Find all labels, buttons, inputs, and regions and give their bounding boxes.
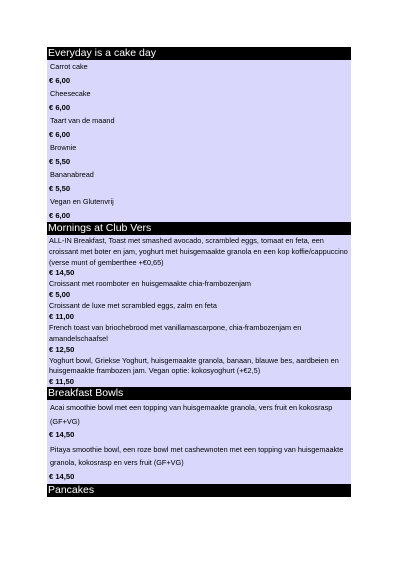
item-name: French toast van briochebrood met vanillamascarpone, chia-frambozenjam en amandelschaafsel — [49, 322, 302, 343]
item-name: Croissant de luxe met scrambled eggs, zalm en feta — [49, 301, 217, 311]
section-body — [47, 60, 351, 222]
section-title: Mornings at Club Vers — [47, 222, 351, 235]
section-title: Pancakes — [47, 484, 351, 497]
section-title: Breakfast Bowls — [47, 387, 351, 400]
item-price: € 14,50 — [49, 430, 75, 440]
item-name: Bananabread — [50, 170, 94, 179]
item-price: € 6,00 — [49, 210, 71, 220]
item-price: € 11,00 — [49, 311, 74, 321]
menu-document — [47, 47, 351, 497]
item-price: € 6,00 — [49, 102, 71, 112]
item-name: Vegan en Glutenvrij — [50, 197, 114, 206]
item-name: Carrot cake — [50, 62, 88, 71]
item-price: € 6,00 — [49, 129, 71, 139]
item-price: € 14,50 — [49, 268, 75, 278]
item-name: Cheesecake — [50, 89, 91, 98]
item-name: Croissant met roomboter en huisgemaakte chia-frambozenjam — [49, 279, 251, 289]
section-title: Everyday is a cake day — [47, 47, 351, 60]
item-price: € 5,50 — [49, 156, 71, 166]
item-price: € 14,50 — [49, 472, 75, 482]
section-body — [47, 400, 351, 483]
item-name: Brownie — [50, 143, 77, 152]
item-price: € 12,50 — [49, 344, 75, 354]
section-mornings — [47, 222, 351, 387]
item-name: Pitaya smoothie bowl, een roze bowl met cashewnoten met een topping van huisgemaakte granola, kokosrasp en vers fruit (GF+VG) — [50, 444, 344, 468]
item-price: € 11,50 — [49, 377, 74, 387]
item-price: € 6,00 — [49, 75, 71, 85]
section-cakes — [47, 47, 351, 222]
item-price: € 5,50 — [49, 183, 71, 193]
section-pancakes — [47, 484, 351, 497]
section-breakfast-bowls — [47, 387, 351, 483]
item-name: Yoghurt bowl, Griekse Yoghurt, huisgemaakte granola, banaan, blauwe bes, aardbeien en huisgemaakte frambozen jam. Vegan optie: kokosyoghurt (+€2,5) — [49, 355, 339, 376]
item-name: Acai smoothie bowl met een topping van huisgemaakte granola, vers fruit en kokosrasp (GF+VG) — [50, 403, 333, 426]
item-name: Taart van de maand — [50, 116, 115, 125]
item-price: € 5,00 — [49, 290, 71, 300]
item-name: ALL-IN Breakfast, Toast met smashed avocado, scrambled eggs, tomaat en feta, een croissant met boter en jam, yoghurt met huisgemaakte granola en een kop koffie/cappuccino (verse munt of gemberthee +€0,65) — [49, 236, 348, 267]
section-body — [47, 235, 351, 387]
